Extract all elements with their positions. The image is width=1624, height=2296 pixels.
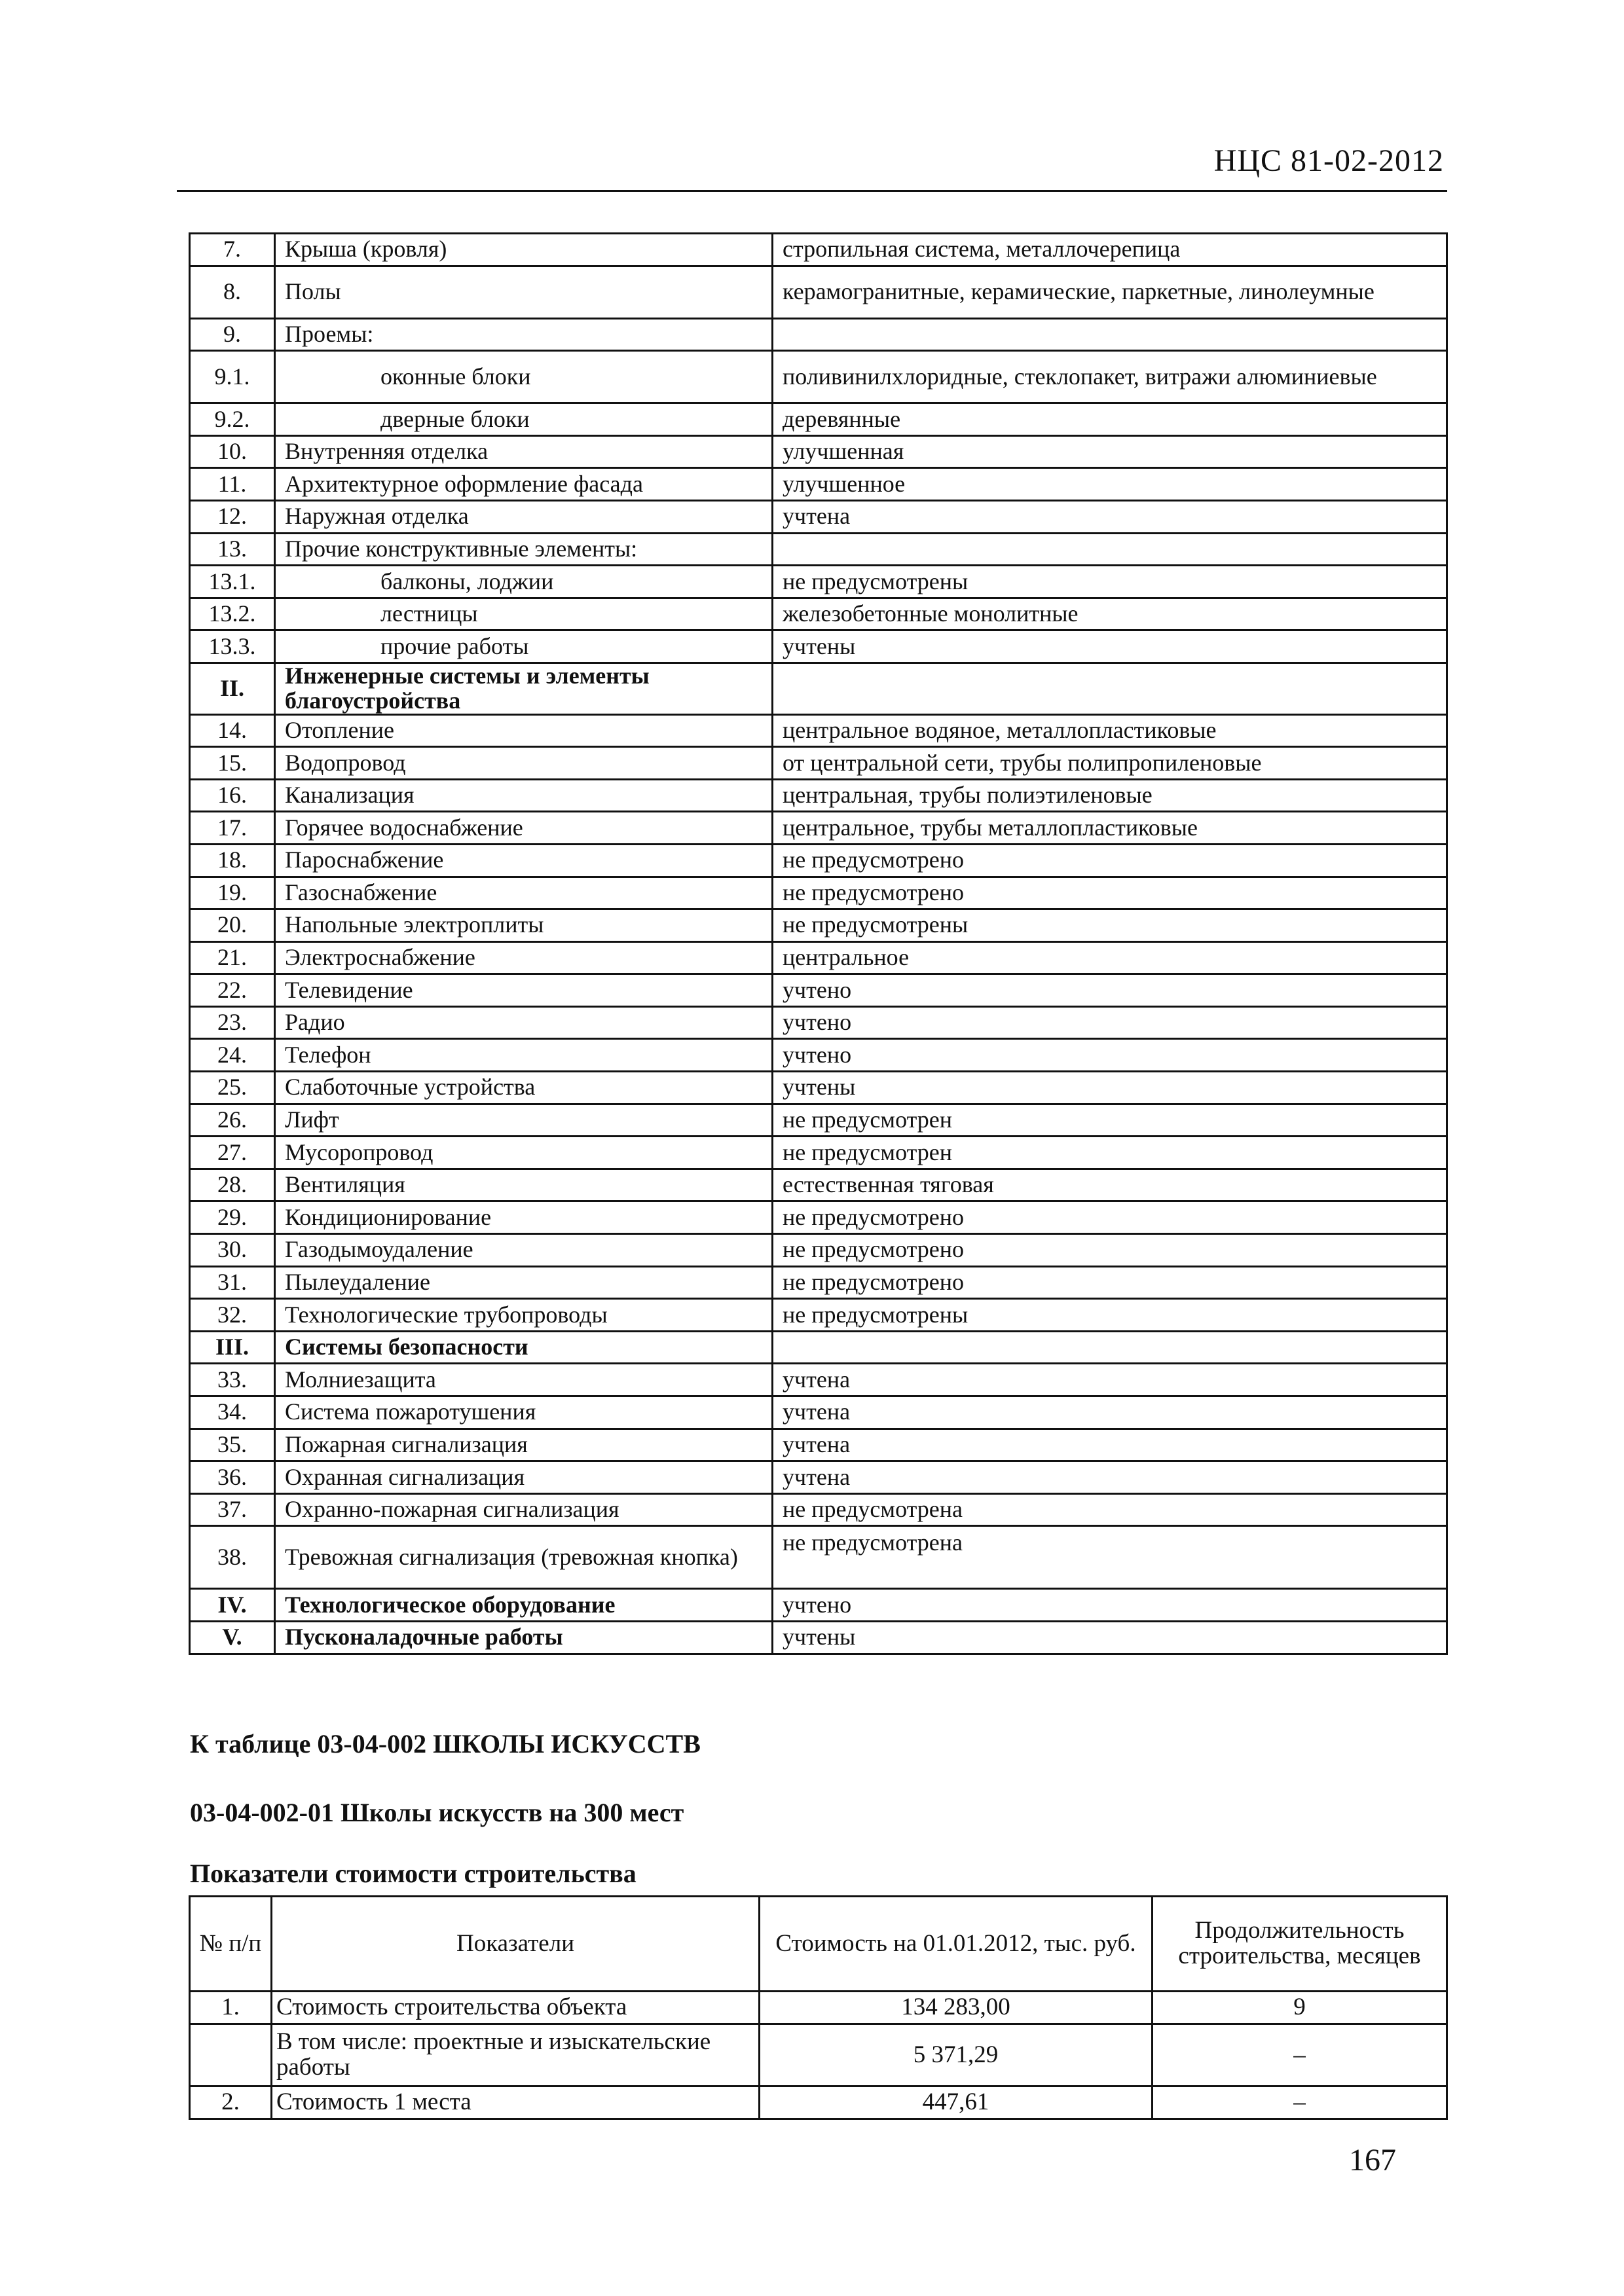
row-value: железобетонные монолитные xyxy=(773,598,1447,630)
table-row xyxy=(190,663,1447,714)
row-value: не предусмотрено xyxy=(773,1201,1447,1234)
row-element: лестницы xyxy=(275,598,773,630)
row-number: 34. xyxy=(190,1396,275,1429)
row-number: 16. xyxy=(190,779,275,812)
row-value: учтена xyxy=(773,500,1447,533)
row-number: 20. xyxy=(190,909,275,942)
row-element: Пылеудаление xyxy=(275,1266,773,1299)
table-row xyxy=(190,1201,1447,1234)
table-row xyxy=(190,1299,1447,1332)
row-number: 13.1. xyxy=(190,566,275,598)
row-number: 8. xyxy=(190,266,275,318)
row-element: Охранная сигнализация xyxy=(275,1461,773,1494)
table-row xyxy=(190,747,1447,780)
table-row xyxy=(190,1006,1447,1039)
row-value: не предусмотрено xyxy=(773,844,1447,877)
table-row xyxy=(190,1589,1447,1622)
row-number: 13. xyxy=(190,533,275,566)
row-element: Электроснабжение xyxy=(275,941,773,974)
row-indicator: В том числе: проектные и изыскательские работы xyxy=(272,2024,760,2086)
row-number: 2. xyxy=(190,2086,272,2119)
row-indicator: Стоимость 1 места xyxy=(272,2086,760,2119)
table-row xyxy=(190,266,1447,318)
indicators-heading: Показатели стоимости строительства xyxy=(190,1859,637,1888)
row-element: Телефон xyxy=(275,1039,773,1072)
row-element: Лифт xyxy=(275,1104,773,1137)
table-row xyxy=(190,714,1447,747)
table-row xyxy=(190,877,1447,909)
row-number: 29. xyxy=(190,1201,275,1234)
row-value: поливинилхлоридные, стеклопакет, витражи алюминиевые xyxy=(773,351,1447,403)
cost-indicators-table xyxy=(189,1895,1448,2120)
row-number: 35. xyxy=(190,1429,275,1461)
subsection-heading: 03-04-002-01 Школы искусств на 300 мест xyxy=(190,1798,684,1827)
table-row xyxy=(190,1039,1447,1072)
section-number: II. xyxy=(190,663,275,714)
table-row xyxy=(190,941,1447,974)
row-number: 1. xyxy=(190,1992,272,2024)
row-value xyxy=(773,318,1447,351)
table-row xyxy=(190,566,1447,598)
table-row xyxy=(190,1461,1447,1494)
row-element: Охранно-пожарная сигнализация xyxy=(275,1493,773,1526)
row-number: 26. xyxy=(190,1104,275,1137)
row-value: деревянные xyxy=(773,403,1447,436)
table-row xyxy=(190,844,1447,877)
row-element: Канализация xyxy=(275,779,773,812)
row-value: не предусмотрено xyxy=(773,1266,1447,1299)
row-value: не предусмотрено xyxy=(773,877,1447,909)
header-num: № п/п xyxy=(190,1897,272,1992)
table-row xyxy=(190,1396,1447,1429)
row-number xyxy=(190,2024,272,2086)
table-row xyxy=(190,1621,1447,1654)
row-element: Напольные электроплиты xyxy=(275,909,773,942)
row-number: 9.2. xyxy=(190,403,275,436)
row-element: Газодымоудаление xyxy=(275,1234,773,1267)
row-value xyxy=(773,663,1447,714)
row-element: Система пожаротушения xyxy=(275,1396,773,1429)
table-row xyxy=(190,2086,1447,2119)
row-cost: 447,61 xyxy=(760,2086,1153,2119)
header-cost: Стоимость на 01.01.2012, тыс. руб. xyxy=(760,1897,1153,1992)
row-indicator: Стоимость строительства объекта xyxy=(272,1992,760,2024)
row-number: 37. xyxy=(190,1493,275,1526)
row-element: Крыша (кровля) xyxy=(275,234,773,266)
row-value: учтена xyxy=(773,1461,1447,1494)
row-element: Пожарная сигнализация xyxy=(275,1429,773,1461)
table-row xyxy=(190,1429,1447,1461)
row-value: учтены xyxy=(773,1621,1447,1654)
row-element: Технологические трубопроводы xyxy=(275,1299,773,1332)
row-element: Проемы: xyxy=(275,318,773,351)
table-row xyxy=(190,779,1447,812)
row-element: Архитектурное оформление фасада xyxy=(275,468,773,501)
row-value: учтено xyxy=(773,1006,1447,1039)
row-value: учтено xyxy=(773,1589,1447,1622)
table-row xyxy=(190,1234,1447,1267)
table-row xyxy=(190,1072,1447,1104)
table-row xyxy=(190,1331,1447,1364)
table-row xyxy=(190,1526,1447,1589)
section-number: V. xyxy=(190,1621,275,1654)
row-value: центральное xyxy=(773,941,1447,974)
row-cost: 134 283,00 xyxy=(760,1992,1153,2024)
table-row xyxy=(190,533,1447,566)
row-number: 12. xyxy=(190,500,275,533)
table-row xyxy=(190,1137,1447,1169)
row-element: дверные блоки xyxy=(275,403,773,436)
row-duration: – xyxy=(1153,2024,1447,2086)
row-value xyxy=(773,1331,1447,1364)
row-number: 11. xyxy=(190,468,275,501)
section-title: Инженерные системы и элементы благоустройства xyxy=(275,663,773,714)
section-title: Системы безопасности xyxy=(275,1331,773,1364)
table-row xyxy=(190,1493,1447,1526)
row-value: естественная тяговая xyxy=(773,1169,1447,1201)
row-number: 31. xyxy=(190,1266,275,1299)
row-value: керамогранитные, керамические, паркетные, линолеумные xyxy=(773,266,1447,318)
row-element: Полы xyxy=(275,266,773,318)
header-duration: Продолжительность строительства, месяцев xyxy=(1153,1897,1447,1992)
table-row xyxy=(190,351,1447,403)
row-element: балконы, лоджии xyxy=(275,566,773,598)
header-divider xyxy=(177,190,1447,192)
row-value: улучшенное xyxy=(773,468,1447,501)
table-row xyxy=(190,500,1447,533)
row-element: Отопление xyxy=(275,714,773,747)
row-element: Тревожная сигнализация (тревожная кнопка) xyxy=(275,1526,773,1589)
row-number: 21. xyxy=(190,941,275,974)
row-element: Кондиционирование xyxy=(275,1201,773,1234)
row-element: Газоснабжение xyxy=(275,877,773,909)
row-number: 19. xyxy=(190,877,275,909)
section-title: Пусконаладочные работы xyxy=(275,1621,773,1654)
row-number: 23. xyxy=(190,1006,275,1039)
row-element: прочие работы xyxy=(275,630,773,663)
row-value: учтены xyxy=(773,1072,1447,1104)
table-row xyxy=(190,2024,1447,2086)
row-element: Внутренняя отделка xyxy=(275,435,773,468)
row-element: Телевидение xyxy=(275,974,773,1007)
table-row xyxy=(190,234,1447,266)
row-cost: 5 371,29 xyxy=(760,2024,1153,2086)
table-row xyxy=(190,403,1447,436)
row-value: не предусмотрено xyxy=(773,1234,1447,1267)
row-value: от центральной сети, трубы полипропиленовые xyxy=(773,747,1447,780)
row-value: не предусмотрены xyxy=(773,909,1447,942)
row-value: учтено xyxy=(773,974,1447,1007)
table-row xyxy=(190,1104,1447,1137)
row-value: центральное, трубы металлопластиковые xyxy=(773,812,1447,845)
row-number: 9. xyxy=(190,318,275,351)
row-value: не предусмотрены xyxy=(773,566,1447,598)
section-number: IV. xyxy=(190,1589,275,1622)
table-row xyxy=(190,468,1447,501)
table-row xyxy=(190,598,1447,630)
table-row xyxy=(190,630,1447,663)
row-value: не предусмотрена xyxy=(773,1526,1447,1589)
row-value: центральная, трубы полиэтиленовые xyxy=(773,779,1447,812)
row-number: 15. xyxy=(190,747,275,780)
row-value: не предусмотрены xyxy=(773,1299,1447,1332)
row-number: 7. xyxy=(190,234,275,266)
row-element: оконные блоки xyxy=(275,351,773,403)
table-reference-heading: К таблице 03-04-002 ШКОЛЫ ИСКУССТВ xyxy=(190,1729,701,1758)
row-value: учтено xyxy=(773,1039,1447,1072)
row-number: 32. xyxy=(190,1299,275,1332)
row-value: центральное водяное, металлопластиковые xyxy=(773,714,1447,747)
row-element: Водопровод xyxy=(275,747,773,780)
row-number: 13.3. xyxy=(190,630,275,663)
row-number: 14. xyxy=(190,714,275,747)
row-number: 27. xyxy=(190,1137,275,1169)
row-value xyxy=(773,533,1447,566)
header-indicator: Показатели xyxy=(272,1897,760,1992)
row-element: Мусоропровод xyxy=(275,1137,773,1169)
row-duration: 9 xyxy=(1153,1992,1447,2024)
row-value: учтена xyxy=(773,1364,1447,1396)
section-title: Технологическое оборудование xyxy=(275,1589,773,1622)
row-number: 36. xyxy=(190,1461,275,1494)
row-number: 18. xyxy=(190,844,275,877)
table-row xyxy=(190,974,1447,1007)
row-value: улучшенная xyxy=(773,435,1447,468)
row-number: 24. xyxy=(190,1039,275,1072)
header-row xyxy=(190,1897,1447,1992)
construction-spec-table xyxy=(189,232,1448,1655)
page-number: 167 xyxy=(1349,2143,1396,2178)
row-number: 33. xyxy=(190,1364,275,1396)
row-value: не предусмотрен xyxy=(773,1104,1447,1137)
row-number: 28. xyxy=(190,1169,275,1201)
table-row xyxy=(190,435,1447,468)
row-element: Радио xyxy=(275,1006,773,1039)
row-number: 38. xyxy=(190,1526,275,1589)
row-number: 25. xyxy=(190,1072,275,1104)
row-value: не предусмотрена xyxy=(773,1493,1447,1526)
row-number: 17. xyxy=(190,812,275,845)
table-row xyxy=(190,1169,1447,1201)
row-value: не предусмотрен xyxy=(773,1137,1447,1169)
section-number: III. xyxy=(190,1331,275,1364)
row-value: учтена xyxy=(773,1429,1447,1461)
row-element: Вентиляция xyxy=(275,1169,773,1201)
row-value: учтены xyxy=(773,630,1447,663)
row-element: Слаботочные устройства xyxy=(275,1072,773,1104)
table-row xyxy=(190,1992,1447,2024)
row-duration: – xyxy=(1153,2086,1447,2119)
table-row xyxy=(190,909,1447,942)
row-element: Молниезащита xyxy=(275,1364,773,1396)
table-row xyxy=(190,1266,1447,1299)
row-element: Пароснабжение xyxy=(275,844,773,877)
row-number: 30. xyxy=(190,1234,275,1267)
row-element: Прочие конструктивные элементы: xyxy=(275,533,773,566)
row-number: 10. xyxy=(190,435,275,468)
row-number: 13.2. xyxy=(190,598,275,630)
table-row xyxy=(190,812,1447,845)
row-value: учтена xyxy=(773,1396,1447,1429)
document-code: НЦС 81-02-2012 xyxy=(1213,143,1444,178)
row-number: 9.1. xyxy=(190,351,275,403)
row-element: Наружная отделка xyxy=(275,500,773,533)
table-row xyxy=(190,1364,1447,1396)
table-row xyxy=(190,318,1447,351)
row-element: Горячее водоснабжение xyxy=(275,812,773,845)
row-value: стропильная система, металлочерепица xyxy=(773,234,1447,266)
row-number: 22. xyxy=(190,974,275,1007)
